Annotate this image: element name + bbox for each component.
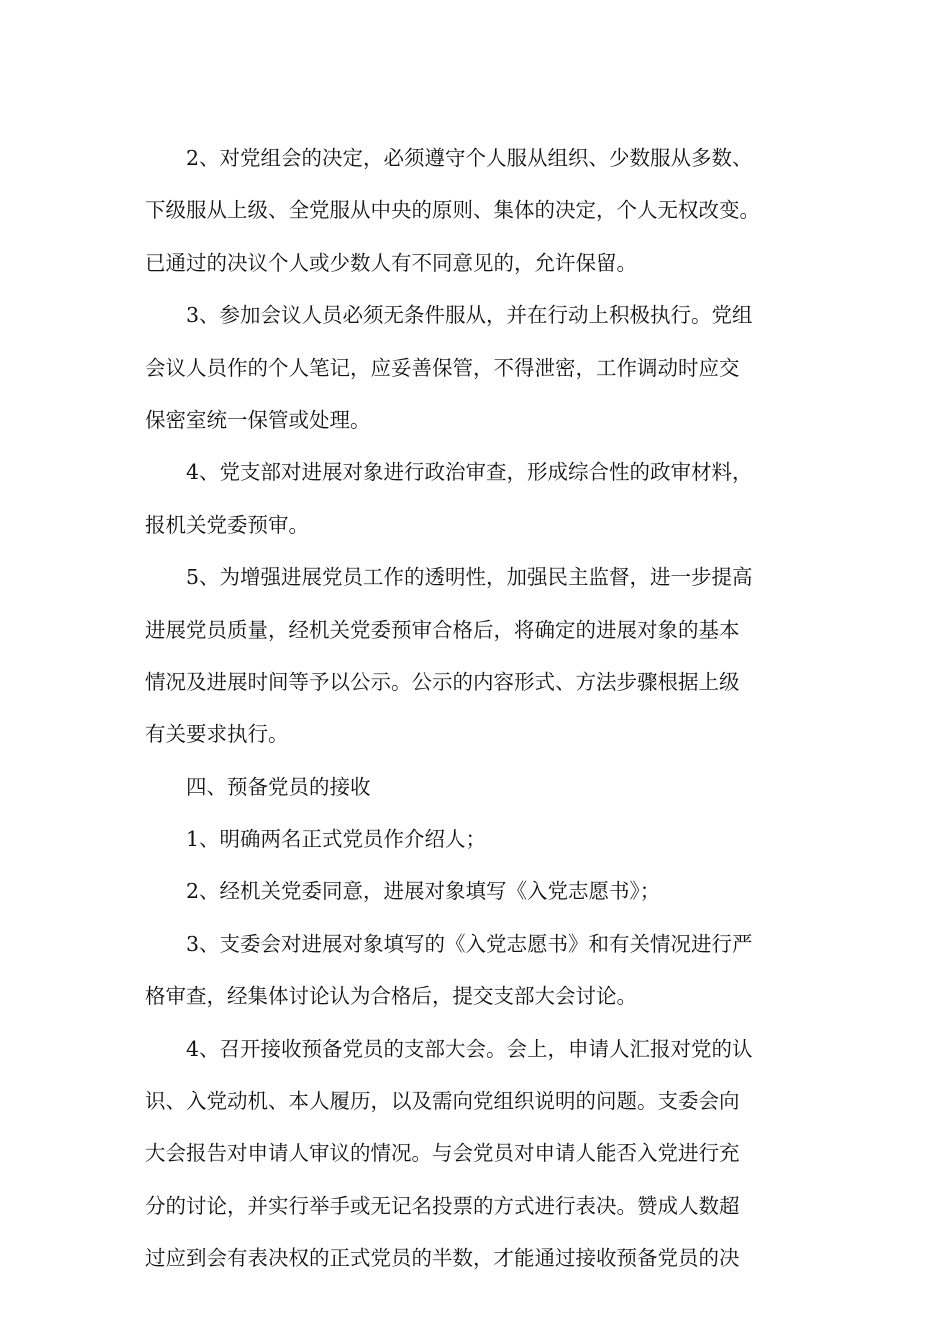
text-line: 过应到会有表决权的正式党员的半数，才能通过接收预备党员的决 [145,1246,740,1271]
document-body [145,132,825,1285]
text-line: 5、为增强进展党员工作的透明性，加强民主监督，进一步提高 [186,565,753,590]
text-line: 分的讨论，并实行举手或无记名投票的方式进行表决。赞成人数超 [145,1193,740,1218]
text-line: 情况及进展时间等予以公示。公示的内容形式、方法步骤根据上级 [145,669,740,694]
text-line: 保密室统一保管或处理。 [145,407,371,432]
text-line: 3、支委会对进展对象填写的《入党志愿书》和有关情况进行严 [186,931,753,956]
text-line: 4、党支部对进展对象进行政治审查，形成综合性的政审材料， [186,460,753,485]
text-line: 报机关党委预审。 [145,512,309,537]
text-line: 格审查，经集体讨论认为合格后，提交支部大会讨论。 [145,984,637,1009]
text-line: 进展党员质量，经机关党委预审合格后，将确定的进展对象的基本 [145,617,740,642]
text-line: 四、预备党员的接收 [186,774,371,799]
text-line: 2、对党组会的决定，必须遵守个人服从组织、少数服从多数、 [186,146,753,170]
text-line: 已通过的决议个人或少数人有不同意见的，允许保留。 [145,250,637,275]
text-line: 4、召开接收预备党员的支部大会。会上，申请人汇报对党的认 [186,1036,753,1061]
text-line: 大会报告对申请人审议的情况。与会党员对申请人能否入党进行充 [145,1141,740,1166]
text-line: 会议人员作的个人笔记，应妥善保管，不得泄密，工作调动时应交 [145,355,740,380]
text-line: 下级服从上级、全党服从中央的原则、集体的决定，个人无权改变。 [145,198,760,223]
text-line: 1、明确两名正式党员作介绍人； [186,827,487,852]
text-line: 有关要求执行。 [145,722,289,747]
text-line: 3、参加会议人员必须无条件服从，并在行动上积极执行。党组 [186,303,753,328]
text-line: 识、入党动机、本人履历，以及需向党组织说明的问题。支委会向 [145,1089,740,1114]
text-line: 2、经机关党委同意，进展对象填写《入党志愿书》； [186,879,661,904]
